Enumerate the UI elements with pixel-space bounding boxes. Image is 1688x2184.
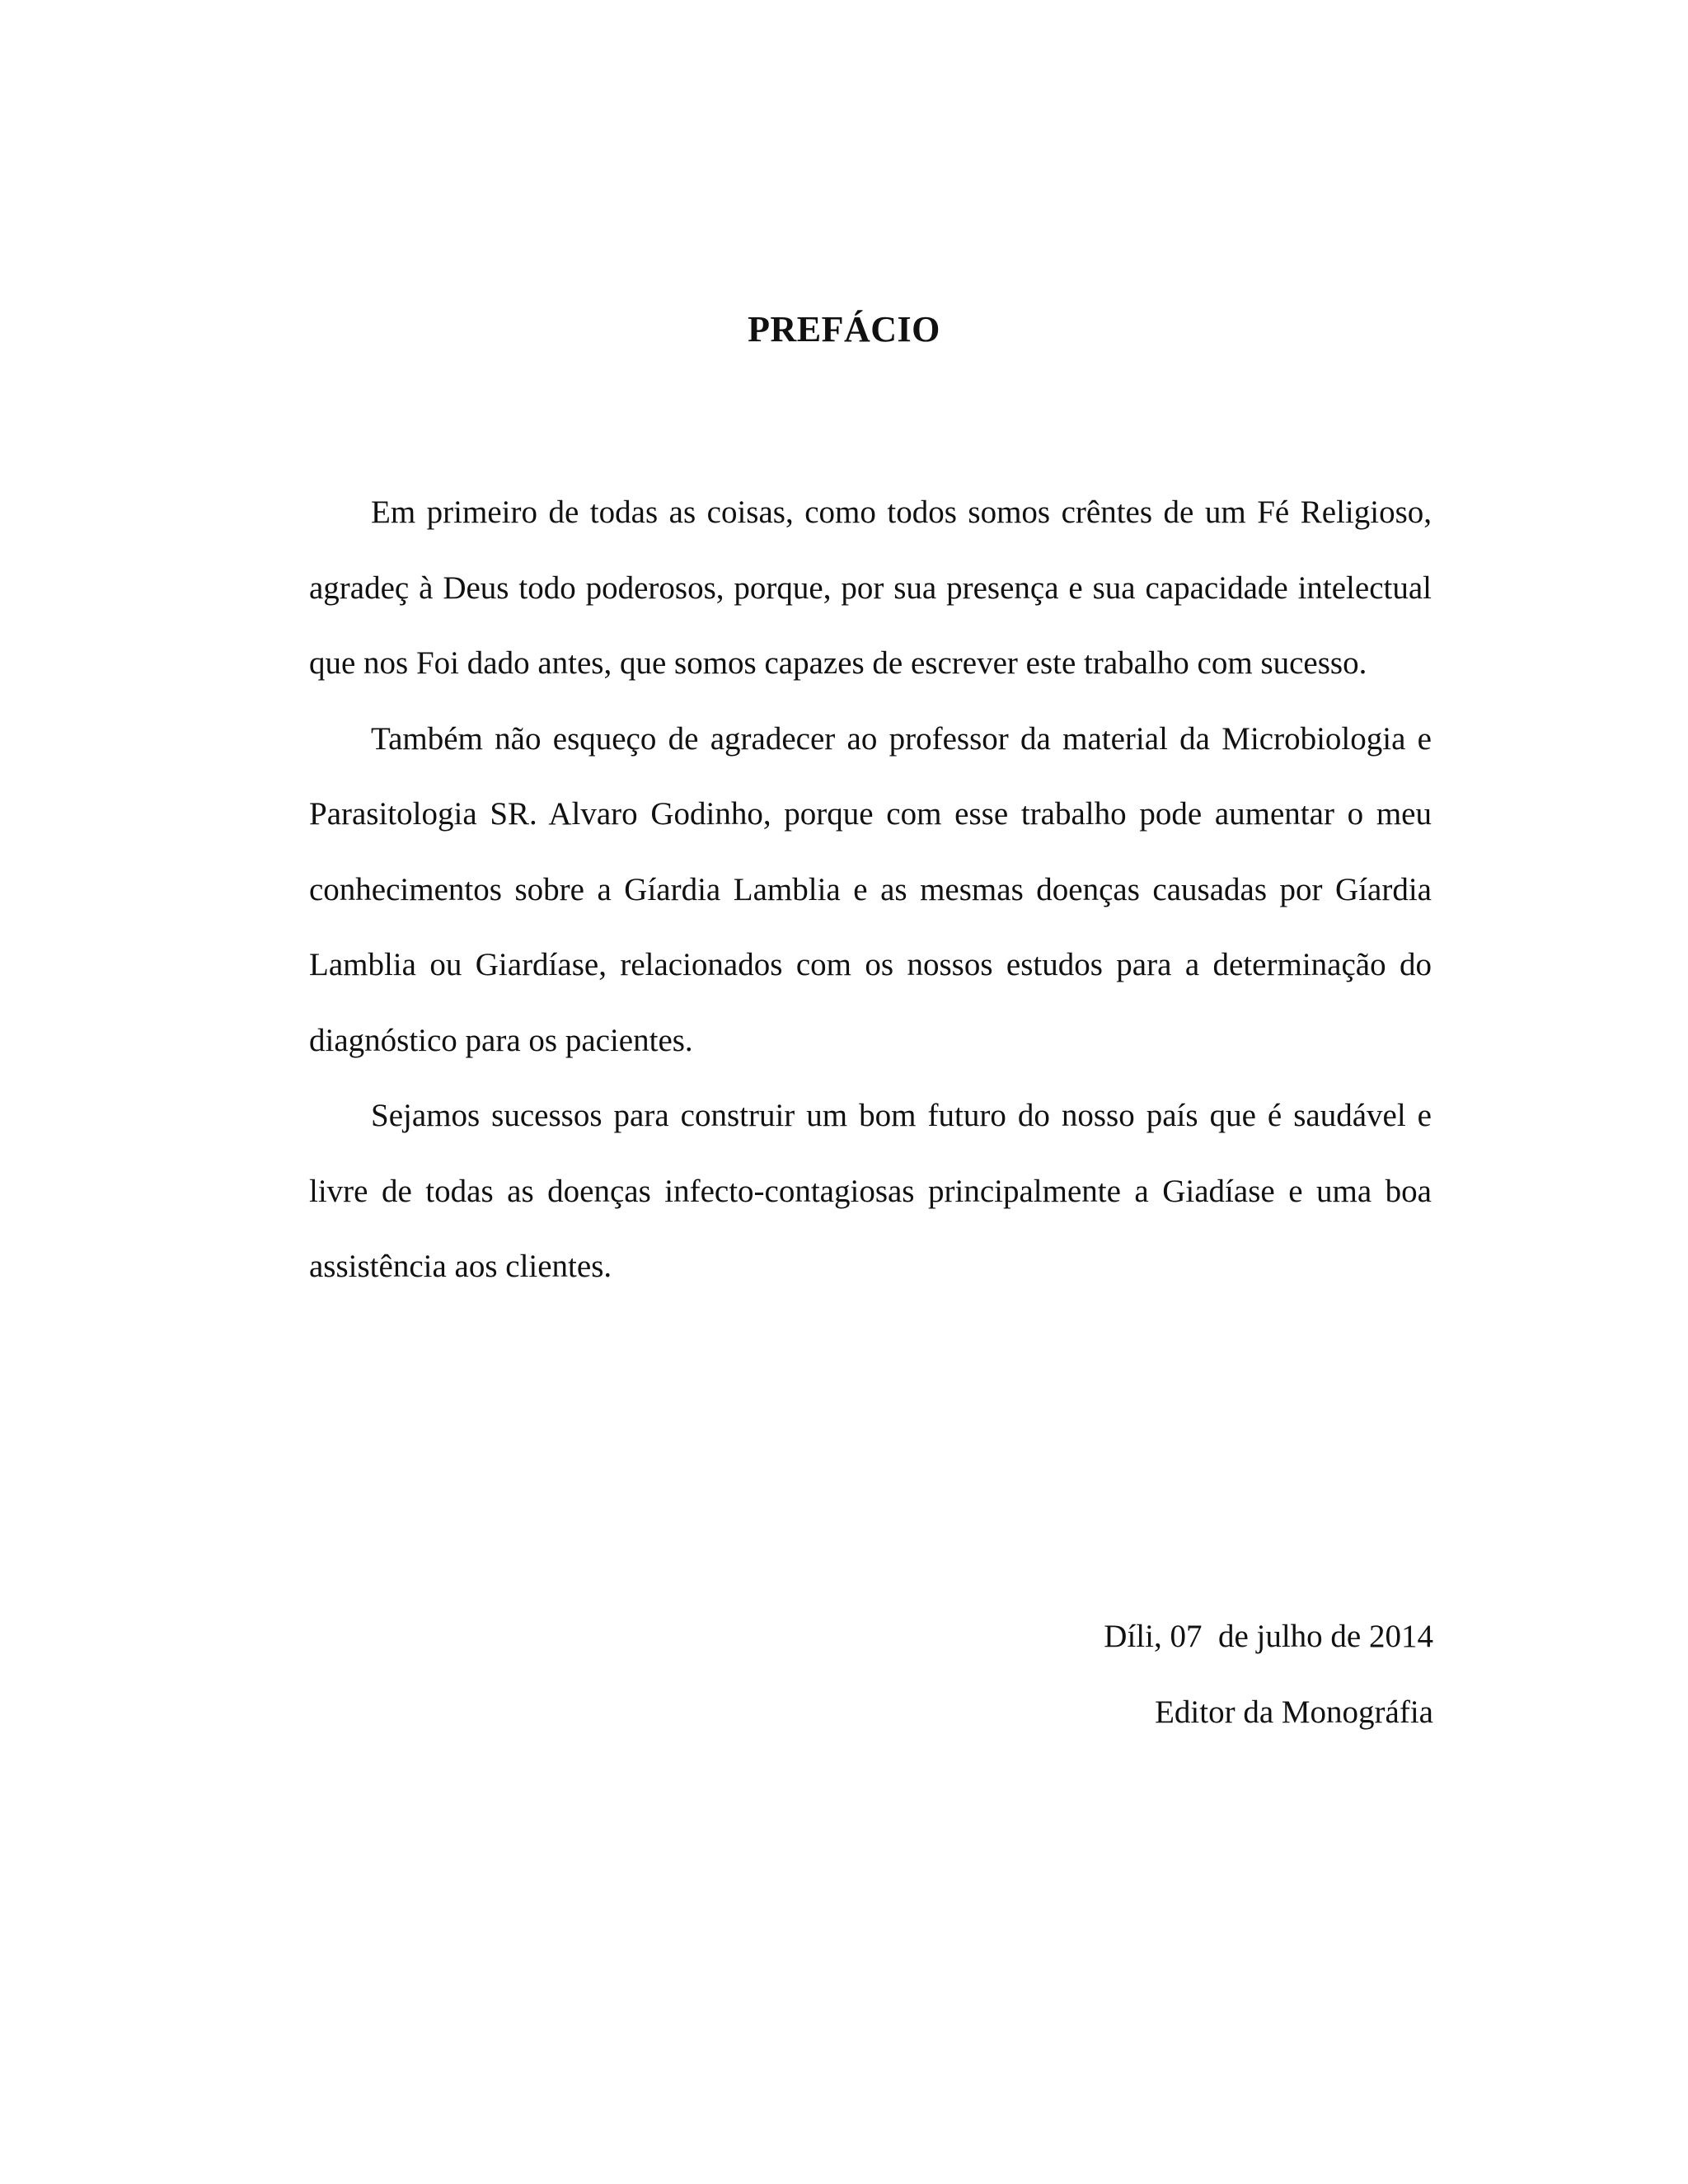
paragraph-3: Sejamos sucessos para construir um bom futuro do nosso país que é saudável e livre de todas as doenças infecto-contagiosas principalmente a Giadíase e uma boa assistência aos clientes.: [309, 1098, 1432, 1284]
signature-block: [1104, 1599, 1433, 1750]
author-line: Editor da Monográfia: [1155, 1694, 1433, 1730]
preface-body: [309, 475, 1432, 1305]
paragraph-2: Também não esqueço de agradecer ao professor da material da Microbiologia e Parasitologia SR. Alvaro Godinho, porque com esse trabalho pode aumentar o meu conhecimentos sobre a Gíardia Lamblia e as mesmas doenças causadas por Gíardia Lamblia ou Giardíase, relacionados com os nossos estudos para a determinação do diagnóstico para os pacientes.: [309, 720, 1432, 1058]
paragraph-1: Em primeiro de todas as coisas, como todos somos crêntes de um Fé Religioso, agradeç à Deus todo poderosos, porque, por sua presença e sua capacidade intelectual que nos Foi dado antes, que somos capazes de escrever este trabalho com sucesso.: [309, 494, 1432, 681]
page-title: PREFÁCIO: [748, 309, 940, 349]
place-date: Díli, 07 de julho de 2014: [1104, 1619, 1433, 1654]
